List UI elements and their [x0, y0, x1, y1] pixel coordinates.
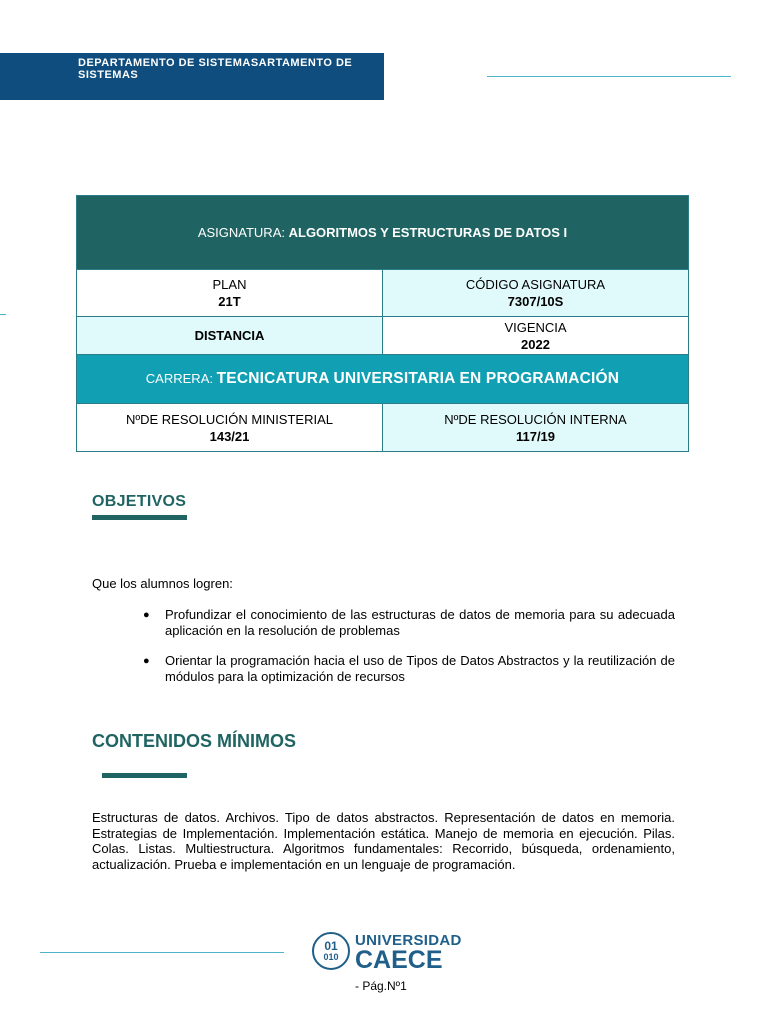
carrera-cell: [77, 355, 689, 404]
vigencia-label: VIGENCIA: [504, 319, 567, 335]
codigo-label: CÓDIGO ASIGNATURA: [465, 277, 606, 292]
vigencia-value: 2022: [521, 336, 550, 352]
resolucion-interna-label: NºDE RESOLUCIÓN INTERNA: [444, 411, 627, 427]
contenidos-underline: [102, 773, 187, 778]
contenidos-text: Estructuras de datos. Archivos. Tipo de datos abstractos. Representación de datos en memoria. Estrategias de Implementación. Implementación estática. Manejo de memoria en ejecución. Pilas. Colas. Listas. Multiestructura. Algoritmos fundamentales: Recorrido, búsqueda, ordenamiento, actualización. Prueba e implementación en un lenguaje de programación.: [92, 810, 675, 872]
asignatura-cell: [77, 196, 689, 270]
plan-cell: [77, 270, 383, 317]
carrera-value: TECNICATURA UNIVERSITARIA EN PROGRAMACIÓN: [216, 370, 620, 387]
objetivos-list: [143, 607, 675, 699]
asignatura-label: ASIGNATURA:: [197, 225, 285, 240]
carrera-label: CARRERA:: [145, 371, 213, 386]
codigo-cell: [383, 270, 689, 317]
resolucion-interna-value: 117/19: [515, 428, 556, 444]
course-info-table: [76, 195, 689, 452]
bullet-icon: ●: [143, 609, 150, 621]
contenidos-heading: CONTENIDOS MÍNIMOS: [92, 731, 297, 751]
margin-tick: [0, 314, 6, 315]
list-item: [143, 653, 675, 685]
modalidad-value: DISTANCIA: [194, 328, 265, 343]
objetivo-text: Orientar la programación hacia el uso de Tipos de Datos Abstractos y la reutilización de módulos para la optimización de recursos: [165, 653, 675, 684]
resolucion-interna-cell: [383, 404, 689, 452]
plan-value: 21T: [218, 294, 241, 309]
objetivos-underline: [92, 515, 187, 520]
resolucion-ministerial-value: 143/21: [209, 428, 250, 444]
vigencia-cell: [383, 317, 689, 355]
resolucion-ministerial-label: NºDE RESOLUCIÓN MINISTERIAL: [125, 411, 333, 427]
list-item: [143, 607, 675, 639]
university-seal-icon: 01 010: [312, 932, 350, 970]
bullet-icon: ●: [143, 655, 150, 667]
logo-line2: CAECE: [355, 946, 443, 974]
page-number: - Pág.Nº1: [355, 979, 407, 993]
objetivo-text: Profundizar el conocimiento de las estructuras de datos de memoria para su adecuada aplicación en la resolución de problemas: [165, 607, 675, 638]
logo-line1: UNIVERSIDAD: [355, 932, 462, 949]
codigo-value: 7307/10S: [507, 294, 564, 309]
resolucion-ministerial-cell: [77, 404, 383, 452]
footer-divider: [40, 952, 284, 953]
objetivos-intro: Que los alumnos logren:: [92, 576, 233, 591]
plan-label: PLAN: [212, 277, 247, 292]
header-divider: [487, 76, 731, 77]
department-name: DEPARTAMENTO DE SISTEMASARTAMENTO DE SISTEMAS: [78, 57, 353, 81]
asignatura-value: ALGORITMOS Y ESTRUCTURAS DE DATOS I: [288, 225, 568, 240]
modalidad-cell: [77, 317, 383, 355]
objetivos-heading: OBJETIVOS: [92, 493, 187, 510]
